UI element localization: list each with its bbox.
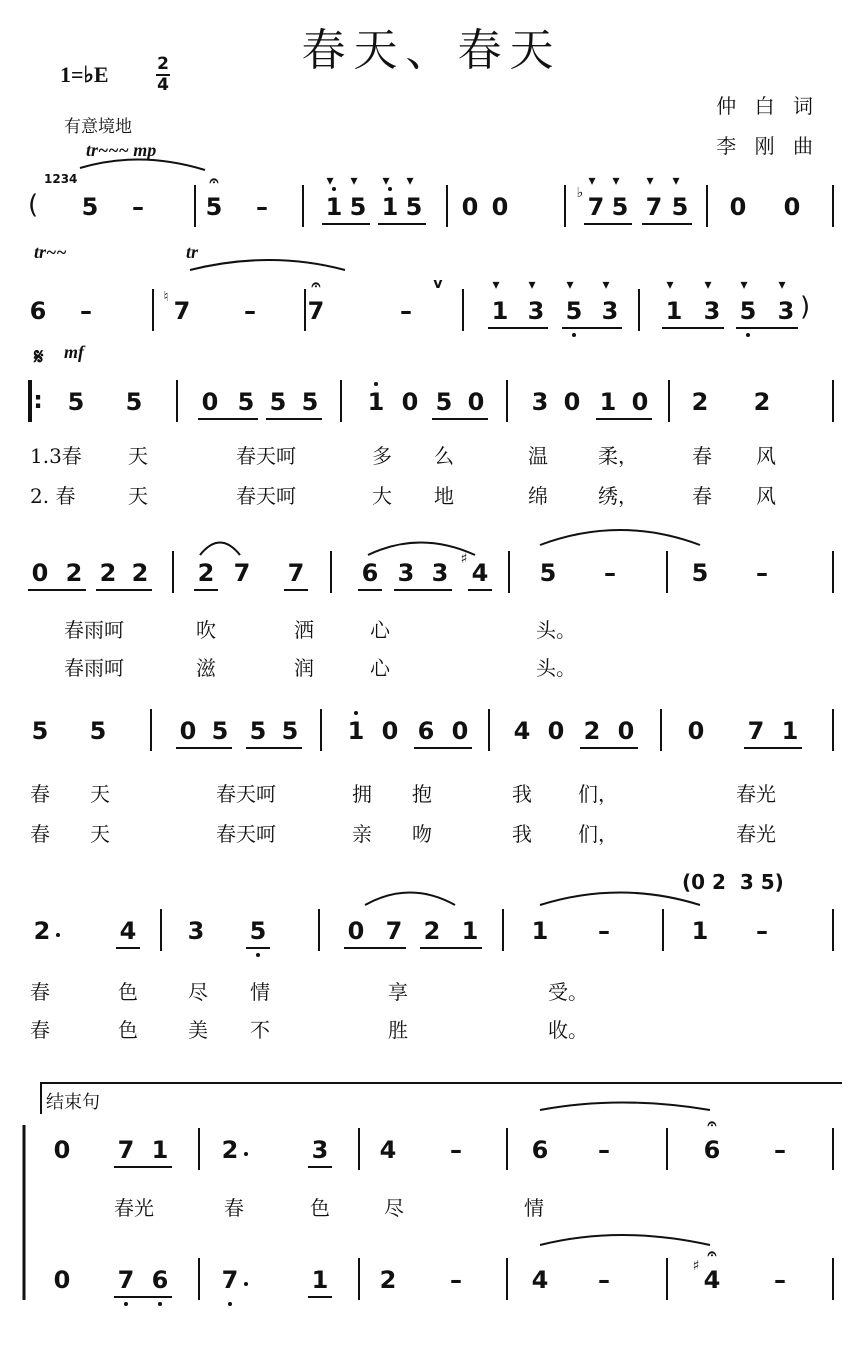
jianpu-note: – xyxy=(244,297,256,325)
lyric-syllable: 色 xyxy=(118,980,138,1004)
lyric-syllable: 春 xyxy=(30,822,50,846)
jianpu-note: 5 xyxy=(405,193,423,221)
jianpu-note: 5 xyxy=(211,717,229,745)
jianpu-note: 2 xyxy=(197,559,215,587)
time-top: 2 xyxy=(157,54,169,74)
lyric-syllable: 春雨呵 xyxy=(64,618,124,642)
jianpu-note: 7 xyxy=(385,917,403,945)
jianpu-note: 5 xyxy=(739,297,757,325)
coda-label: 结束句 xyxy=(46,1092,100,1113)
lyric-syllable: 美 xyxy=(188,1018,208,1042)
jianpu-note: 6 xyxy=(29,297,47,325)
jianpu-note: 5 xyxy=(205,193,223,221)
jianpu-note: 5 xyxy=(281,717,299,745)
lyric-syllable: 尽 xyxy=(384,1196,404,1220)
lyric-syllable: 春天呵 xyxy=(236,444,296,468)
jianpu-note: 6 xyxy=(703,1136,721,1164)
trill-mark-1: tr~~ xyxy=(34,242,67,262)
mf-mark: mf xyxy=(64,342,84,362)
jianpu-note: 5 xyxy=(269,388,287,416)
jianpu-note: 6 xyxy=(531,1136,549,1164)
fermata-icon: 𝄐 xyxy=(209,171,219,190)
jianpu-note: 0 xyxy=(451,717,469,745)
staccato-mark: ▾ xyxy=(566,277,574,293)
lyric-syllable: 拥 xyxy=(352,782,372,806)
jianpu-note: 5 xyxy=(435,388,453,416)
jianpu-note: 1 xyxy=(491,297,509,325)
jianpu-note: 1 xyxy=(381,193,399,221)
staccato-mark: ▾ xyxy=(326,173,334,189)
staccato-mark: ▾ xyxy=(646,173,654,189)
lyric-syllable: 春光 xyxy=(114,1196,154,1220)
interlude-notes: (0 2 3 5) xyxy=(682,870,784,894)
fermata-icon: 𝄐 xyxy=(707,1244,717,1263)
jianpu-note: 7 xyxy=(117,1266,135,1294)
lyric-syllable: 吹 xyxy=(196,618,216,642)
jianpu-note: 0 xyxy=(563,388,581,416)
jianpu-note: – xyxy=(400,297,412,325)
lyric-syllable: 滋 xyxy=(196,656,216,680)
jianpu-note: 0 xyxy=(53,1266,71,1294)
jianpu-note: 2 xyxy=(33,917,51,945)
jianpu-note: 0 xyxy=(491,193,509,221)
staccato-mark: ▾ xyxy=(778,277,786,293)
jianpu-note: 2 xyxy=(583,717,601,745)
jianpu-note: 5 xyxy=(81,193,99,221)
lyric-syllable: 春雨呵 xyxy=(64,656,124,680)
jianpu-note: 0 xyxy=(783,193,801,221)
jianpu-note: 1 xyxy=(599,388,617,416)
accidental-mark: ♭ xyxy=(576,185,584,201)
lyric-syllable: 吻 xyxy=(412,822,432,846)
jianpu-note: 5 xyxy=(249,917,267,945)
jianpu-note: 0 xyxy=(461,193,479,221)
composer: 李 刚 曲 xyxy=(716,134,819,158)
lyric-syllable: 春 xyxy=(692,444,712,468)
jianpu-note: 5 xyxy=(249,717,267,745)
jianpu-note: – xyxy=(756,917,768,945)
jianpu-note: 1 xyxy=(665,297,683,325)
lyric-syllable: 我 xyxy=(512,782,532,806)
jianpu-note: 1 xyxy=(325,193,343,221)
fermata-icon: 𝄐 xyxy=(311,275,321,294)
song-title: 春天、春天 xyxy=(301,25,562,76)
jianpu-note: 7 xyxy=(307,297,325,325)
jianpu-note: 1 xyxy=(691,917,709,945)
jianpu-note: 3 xyxy=(777,297,795,325)
jianpu-note: 6 xyxy=(151,1266,169,1294)
jianpu-note: 4 xyxy=(379,1136,397,1164)
jianpu-note: – xyxy=(604,559,616,587)
staccato-mark: ▾ xyxy=(602,277,610,293)
lyric-syllable: 情 xyxy=(250,980,270,1004)
staccato-mark: ▾ xyxy=(492,277,500,293)
jianpu-note: – xyxy=(774,1136,786,1164)
lyric-syllable: 亲 xyxy=(352,822,372,846)
jianpu-note: 4 xyxy=(513,717,531,745)
jianpu-note: 0 xyxy=(31,559,49,587)
jianpu-note: 3 xyxy=(531,388,549,416)
jianpu-note: 2 xyxy=(131,559,149,587)
jianpu-note: 3 xyxy=(601,297,619,325)
repeat-dots: : xyxy=(33,386,43,414)
jianpu-note: 0 xyxy=(347,917,365,945)
jianpu-note: 5 xyxy=(671,193,689,221)
jianpu-note: 7 xyxy=(221,1266,239,1294)
jianpu-note: 2 xyxy=(753,388,771,416)
jianpu-note: 3 xyxy=(527,297,545,325)
lyric-syllable: 风 xyxy=(756,484,776,508)
jianpu-note: – xyxy=(132,193,144,221)
lyric-syllable: 春 xyxy=(224,1196,244,1220)
fermata-icon: 𝄐 xyxy=(707,1114,717,1133)
jianpu-note: 5 xyxy=(67,388,85,416)
trill-mp-mark: tr~~~ mp xyxy=(86,140,157,160)
jianpu-note: 1 xyxy=(151,1136,169,1164)
jianpu-note: 7 xyxy=(587,193,605,221)
expression-mark: 有意境地 xyxy=(64,117,132,137)
jianpu-note: 7 xyxy=(747,717,765,745)
lyric-syllable: 心 xyxy=(370,618,390,642)
jianpu-note: 1 xyxy=(531,917,549,945)
jianpu-note: 5 xyxy=(349,193,367,221)
staccato-mark: ▾ xyxy=(666,277,674,293)
jianpu-note: 6 xyxy=(417,717,435,745)
jianpu-note: 0 xyxy=(631,388,649,416)
lyric-syllable: 春天呵 xyxy=(236,484,296,508)
lyric-syllable: 天 xyxy=(128,484,148,508)
lyric-syllable: 享 xyxy=(388,980,408,1004)
jianpu-note: 2 xyxy=(691,388,709,416)
lyric-syllable: 地 xyxy=(434,484,454,508)
jianpu-note: 0 xyxy=(179,717,197,745)
lyric-syllable: 春 xyxy=(30,782,50,806)
lyric-syllable: 情 xyxy=(524,1196,544,1220)
jianpu-note: 5 xyxy=(125,388,143,416)
lyric-syllable: 春光 xyxy=(736,782,776,806)
lyric-syllable: 们， xyxy=(578,782,618,806)
jianpu-note: – xyxy=(80,297,92,325)
jianpu-note: 5 xyxy=(611,193,629,221)
jianpu-note: 5 xyxy=(301,388,319,416)
jianpu-note: 0 xyxy=(687,717,705,745)
lyric-syllable: 收。 xyxy=(548,1018,588,1042)
lyric-syllable: 心 xyxy=(370,656,390,680)
jianpu-note: 1 xyxy=(461,917,479,945)
staccato-mark: ▾ xyxy=(672,173,680,189)
jianpu-note: 0 xyxy=(53,1136,71,1164)
jianpu-note: – xyxy=(256,193,268,221)
jianpu-note: 1 xyxy=(311,1266,329,1294)
lyric-syllable: 风 xyxy=(756,444,776,468)
lyric-syllable: 春 xyxy=(692,484,712,508)
lyric-syllable: 大 xyxy=(372,484,392,508)
staccato-mark: ▾ xyxy=(740,277,748,293)
jianpu-note: 0 xyxy=(381,717,399,745)
staccato-mark: ▾ xyxy=(612,173,620,189)
jianpu-note: 4 xyxy=(531,1266,549,1294)
lyric-syllable: 头。 xyxy=(536,618,576,642)
lyric-syllable: 春光 xyxy=(736,822,776,846)
jianpu-note: 3 xyxy=(397,559,415,587)
jianpu-note: 2 xyxy=(65,559,83,587)
jianpu-note: – xyxy=(598,917,610,945)
lyric-syllable: 天 xyxy=(90,782,110,806)
lyric-syllable: 我 xyxy=(512,822,532,846)
trill-mark-2: tr xyxy=(186,242,199,262)
lyric-syllable: 春 xyxy=(30,980,50,1004)
jianpu-note: 3 xyxy=(703,297,721,325)
intro-open-paren: ( xyxy=(28,190,39,220)
jianpu-note: 0 xyxy=(617,717,635,745)
jianpu-note: 0 xyxy=(401,388,419,416)
jianpu-note: 1 xyxy=(347,717,365,745)
lyric-syllable: 不 xyxy=(250,1018,270,1042)
jianpu-note: – xyxy=(756,559,768,587)
jianpu-note: 7 xyxy=(287,559,305,587)
lyric-syllable: 多 xyxy=(372,444,392,468)
lyric-syllable: 天 xyxy=(90,822,110,846)
accidental-mark: ♮ xyxy=(163,289,169,305)
grace-notes: 1234 xyxy=(44,172,78,186)
lyric-syllable: 润 xyxy=(294,656,314,680)
lyric-syllable: 春 xyxy=(30,1018,50,1042)
accidental-mark: ♯ xyxy=(460,551,468,567)
jianpu-note: 2 xyxy=(423,917,441,945)
jianpu-note: 7 xyxy=(117,1136,135,1164)
jianpu-note: 2 xyxy=(221,1136,239,1164)
staccato-mark: ▾ xyxy=(528,277,536,293)
staccato-mark: ▾ xyxy=(704,277,712,293)
jianpu-note: 7 xyxy=(173,297,191,325)
lyric-syllable: 洒 xyxy=(294,618,314,642)
lyric-syllable: 天 xyxy=(128,444,148,468)
jianpu-note: 5 xyxy=(89,717,107,745)
lyric-syllable: 春天呵 xyxy=(216,782,276,806)
segno-icon: 𝄋 xyxy=(34,344,44,369)
lyric-syllable: 温 xyxy=(528,444,548,468)
lyric-syllable: 头。 xyxy=(536,656,576,680)
lyric-syllable: 春天呵 xyxy=(216,822,276,846)
lyric-syllable: 柔， xyxy=(598,444,638,468)
staccato-mark: ▾ xyxy=(382,173,390,189)
key-signature: 1=♭E xyxy=(60,62,109,87)
jianpu-note: 1 xyxy=(367,388,385,416)
lyric-syllable: 受。 xyxy=(548,980,588,1004)
jianpu-note: 5 xyxy=(691,559,709,587)
jianpu-note: 0 xyxy=(547,717,565,745)
intro-close-paren: ) xyxy=(800,292,811,322)
jianpu-note: 0 xyxy=(467,388,485,416)
jianpu-note: 6 xyxy=(361,559,379,587)
jianpu-note: – xyxy=(450,1136,462,1164)
jianpu-note: 5 xyxy=(565,297,583,325)
jianpu-note: 4 xyxy=(703,1266,721,1294)
lyric-syllable: 2. 春 xyxy=(30,484,76,508)
jianpu-note: 5 xyxy=(539,559,557,587)
jianpu-note: 5 xyxy=(31,717,49,745)
jianpu-note: 0 xyxy=(201,388,219,416)
jianpu-note: 4 xyxy=(471,559,489,587)
jianpu-note: – xyxy=(450,1266,462,1294)
jianpu-note: 2 xyxy=(99,559,117,587)
lyric-syllable: 胜 xyxy=(388,1018,408,1042)
jianpu-note: 7 xyxy=(233,559,251,587)
jianpu-note: 5 xyxy=(237,388,255,416)
lyric-syllable: 么 xyxy=(434,444,454,468)
lyricist: 仲 白 词 xyxy=(716,94,819,118)
staccato-mark: ▾ xyxy=(406,173,414,189)
jianpu-note: 7 xyxy=(645,193,663,221)
jianpu-note: – xyxy=(774,1266,786,1294)
jianpu-note: 3 xyxy=(187,917,205,945)
jianpu-note: 1 xyxy=(781,717,799,745)
lyric-syllable: 1.3春 xyxy=(30,444,82,468)
staccato-mark: ▾ xyxy=(350,173,358,189)
staccato-mark: ▾ xyxy=(588,173,596,189)
lyric-syllable: 色 xyxy=(310,1196,330,1220)
lyric-syllable: 抱 xyxy=(412,782,432,806)
jianpu-note: 4 xyxy=(119,917,137,945)
lyric-syllable: 绣， xyxy=(598,484,638,508)
lyric-syllable: 们， xyxy=(578,822,618,846)
lyric-syllable: 尽 xyxy=(188,980,208,1004)
lyric-syllable: 绵 xyxy=(528,484,548,508)
jianpu-note: 2 xyxy=(379,1266,397,1294)
jianpu-note: 3 xyxy=(311,1136,329,1164)
accidental-mark: ♯ xyxy=(692,1258,700,1274)
jianpu-note: 3 xyxy=(431,559,449,587)
jianpu-note: – xyxy=(598,1136,610,1164)
jianpu-note: – xyxy=(598,1266,610,1294)
time-bottom: 4 xyxy=(157,75,169,95)
breath-mark: v xyxy=(433,276,443,292)
lyric-syllable: 色 xyxy=(118,1018,138,1042)
jianpu-note: 0 xyxy=(729,193,747,221)
